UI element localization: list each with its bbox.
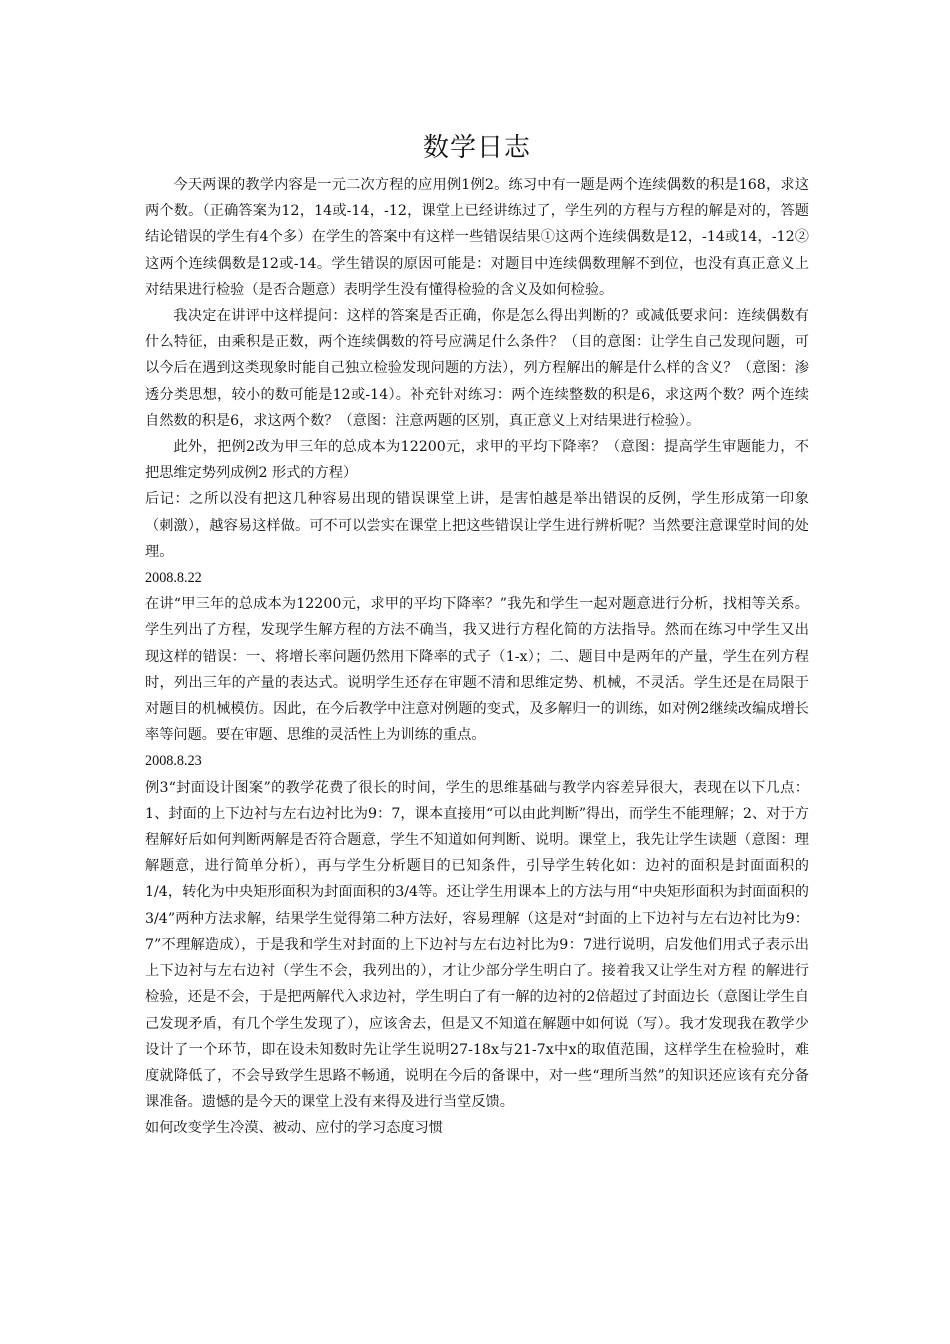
body-paragraph: 后记：之所以没有把这几种容易出现的错误课堂上讲，是害怕越是举出错误的反例，学生形成第一印象（刺激），越容易这样做。可不可以尝实在课堂上把这些错误让学生进行辨析呢？当然要注意课堂时间的处理。 <box>145 491 809 560</box>
document-body <box>145 172 809 1142</box>
page-title: 数学日志 <box>422 133 531 163</box>
body-paragraph: 例3“封面设计图案”的教学花费了很长的时间，学生的思维基础与教学内容差异很大，表现在以下几点：1、封面的上下边衬与左右边衬比为9：7，课本直接用“可以由此判断”得出，而学生不能理解；2、对于方程解好后如何判断两解是否符合题意，学生不知道如何判断、说明。课堂上，我先让学生读题（意图：理解题意，进行简单分析），再与学生分析题目的已知条件，引导学生转化如：边衬的面积是封面面积的1/4，转化为中央矩形面积为封面面积的3/4等。还让学生用课本上的方法与用“中央矩形面积为封面面积的3/4”两种方法求解，结果学生觉得第二种方法好，容易理解（这是对“封面的上下边衬与左右边衬比为9：7”不理解造成），于是我和学生对封面的上下边衬与左右边衬比为9：7进行说明，启发他们用式子表示出上下边衬与左右边衬（学生不会，我列出的），才让少部分学生明白了。接着我又让学生对方程 的解进行检验，还是不会，于是把两解代入求边衬，学生明白了有一解的边衬的2倍超过了封面边长（意图让学生自己发现矛盾，有几个学生发现了），应该舍去，但是又不知道在解题中如何说（写）。我才发现我在教学少设计了一个环节，即在设未知数时先让学生说明27-18x与21-7x中x的取值范围，这样学生在检验时，难度就降低了，不会导致学生思路不畅通，说明在今后的备课中，对一些“理所当然”的知识还应该有充分备课准备。遗憾的是今天的课堂上没有来得及进行当堂反馈。 <box>145 779 809 1111</box>
date-heading: 2008.8.23 <box>145 753 202 770</box>
document-page <box>145 128 809 1142</box>
body-paragraph: 此外，把例2改为甲三年的总成本为12200元，求甲的平均下降率？（意图：提高学生审题能力，不把思维定势列成例2 形式的方程） <box>145 439 809 482</box>
body-paragraph: 今天两课的教学内容是一元二次方程的应用例1例2。练习中有一题是两个连续偶数的积是168，求这两个数。（正确答案为12，14或-14，-12，课堂上已经讲练过了，学生列的方程与方程的解是对的，答题结论错误的学生有4个多）在学生的答案中有这样一些错误结果①这两个连续偶数是12，-14或14，-12② 这两个连续偶数是12或-14。学生错误的原因可能是：对题目中连续偶数理解不到位，也没有真正意义上对结果进行检验（是否合题意）表明学生没有懂得检验的含义及如何检验。 <box>145 177 809 298</box>
body-paragraph: 我决定在讲评中这样提问：这样的答案是否正确，你是怎么得出判断的？或减低要求问：连续偶数有什么特征，由乘积是正数，两个连续偶数的符号应满足什么条件？（目的意图：让学生自己发现问题，可以今后在遇到这类现象时能自己独立检验发现问题的方法），列方程解出的解是什么样的含义？（意图：渗透分类思想，较小的数可能是12或-14）。补充针对练习：两个连续整数的积是6，求这两个数？两个连续自然数的积是6，求这两个数？（意图：注意两题的区别，真正意义上对结果进行检验）。 <box>145 308 809 429</box>
date-heading: 2008.8.22 <box>145 570 202 587</box>
body-paragraph: 在讲“甲三年的总成本为12200元，求甲的平均下降率？”我先和学生一起对题意进行分析，找相等关系。学生列出了方程，发现学生解方程的方法不确当，我又进行方程化简的方法指导。然而在练习中学生又出现这样的错误：一、将增长率问题仍然用下降率的式子（1-x）；二、题目中是两年的产量，学生在列方程时，列出三年的产量的表达式。说明学生还存在审题不清和思维定势、机械，不灵活。学生还是在局限于对题目的机械模仿。因此，在今后教学中注意对例题的变式，及多解归一的训练，如对例2继续改编成增长率等问题。要在审题、思维的灵活性上为训练的重点。 <box>145 596 809 744</box>
body-paragraph: 如何改变学生冷漠、被动、应付的学习态度习惯 <box>145 1120 443 1137</box>
